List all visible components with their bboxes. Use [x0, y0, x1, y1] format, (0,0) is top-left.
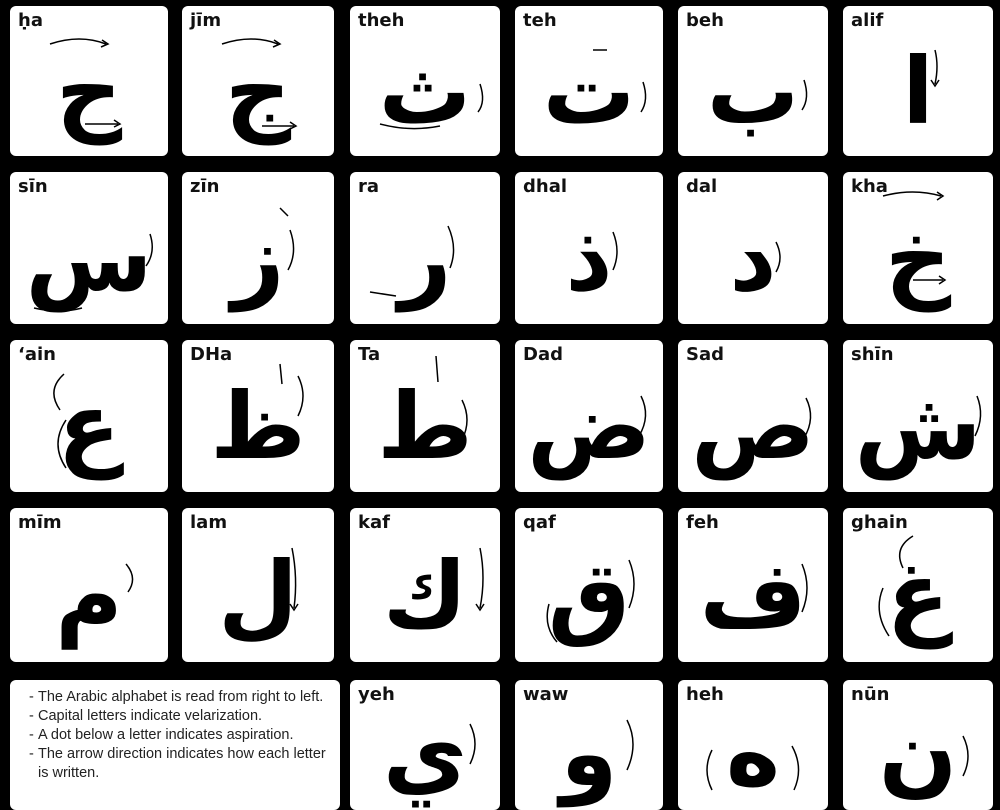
letter-name: feh — [686, 512, 719, 533]
letter-name: ‘ain — [18, 344, 56, 365]
letter-name: lam — [190, 512, 228, 533]
letter-glyph: ش — [854, 373, 982, 480]
letter-name: Ta — [358, 344, 381, 365]
letter-name: waw — [523, 684, 569, 705]
letter-card-sad — [678, 340, 828, 492]
letter-name: teh — [523, 10, 557, 31]
letter-name: Dad — [523, 344, 563, 365]
letter-name: DHa — [190, 344, 233, 365]
letter-card-ghain — [843, 508, 993, 662]
letter-glyph: ه — [725, 700, 781, 807]
letter-card-beh — [678, 6, 828, 156]
letter-name: qaf — [523, 512, 556, 533]
letter-glyph: د — [729, 205, 777, 312]
letter-glyph: و — [560, 700, 618, 807]
letter-glyph: س — [25, 205, 153, 312]
letter-glyph: ع — [57, 373, 121, 480]
letter-glyph: ظ — [210, 373, 306, 480]
letter-glyph: ك — [382, 542, 468, 649]
letter-name: kaf — [358, 512, 390, 533]
letter-card-yeh — [350, 680, 500, 810]
letter-glyph: ا — [902, 38, 934, 145]
letter-glyph: ب — [706, 38, 800, 145]
letter-name: zīn — [190, 176, 220, 197]
letter-glyph: ض — [527, 373, 651, 480]
letter-name: Sad — [686, 344, 724, 365]
letter-card-ta — [350, 340, 500, 492]
letter-name: theh — [358, 10, 405, 31]
letter-card-dad — [515, 340, 663, 492]
letter-name: ḥa — [18, 10, 43, 31]
letter-name: alif — [851, 10, 884, 31]
letter-card-zin — [182, 172, 334, 324]
note-item: - A dot below a letter indicates aspiration. — [38, 726, 330, 745]
letter-glyph: ن — [878, 700, 958, 807]
letter-glyph: ص — [691, 373, 815, 480]
letter-name: mīm — [18, 512, 62, 533]
letter-card-kaf — [350, 508, 500, 662]
notes-list — [10, 680, 340, 783]
letter-glyph: ث — [378, 38, 472, 145]
letter-card-nun — [843, 680, 993, 810]
letter-name: yeh — [358, 684, 395, 705]
letter-glyph: ط — [377, 373, 473, 480]
letter-card-ha — [10, 6, 168, 156]
letter-name: dhal — [523, 176, 568, 197]
note-item: - The arrow direction indicates how each letter is written. — [38, 745, 330, 783]
letter-name: ghain — [851, 512, 908, 533]
letter-name: jīm — [190, 10, 222, 31]
letter-card-shin — [843, 340, 993, 492]
letter-name: ra — [358, 176, 380, 197]
letter-card-mim — [10, 508, 168, 662]
letter-glyph: ق — [547, 542, 631, 649]
letter-glyph: ل — [218, 542, 298, 649]
letter-name: beh — [686, 10, 724, 31]
letter-card-theh — [350, 6, 500, 156]
note-item: - Capital letters indicate velarization. — [38, 707, 330, 726]
letter-name: sīn — [18, 176, 48, 197]
letter-name: heh — [686, 684, 724, 705]
letter-card-waw — [515, 680, 663, 810]
letter-card-sin — [10, 172, 168, 324]
letter-card-qaf — [515, 508, 663, 662]
letter-card-alif — [843, 6, 993, 156]
letter-glyph: ي — [382, 700, 468, 807]
letter-card-dha — [182, 340, 334, 492]
letter-card-dhal — [515, 172, 663, 324]
letter-glyph: م — [55, 542, 123, 649]
letter-glyph: ح — [55, 38, 123, 145]
letter-glyph: ر — [398, 205, 452, 312]
letter-glyph: غ — [886, 542, 950, 649]
letter-name: nūn — [851, 684, 890, 705]
letter-glyph: خ — [884, 205, 952, 312]
letter-card-dal — [678, 172, 828, 324]
note-item: - The Arabic alphabet is read from right to left. — [38, 688, 330, 707]
letter-card-ra — [350, 172, 500, 324]
letter-name: shīn — [851, 344, 894, 365]
letter-card-kha — [843, 172, 993, 324]
letter-card-feh — [678, 508, 828, 662]
letter-card-teh — [515, 6, 663, 156]
letter-glyph: ت — [542, 38, 636, 145]
letter-name: dal — [686, 176, 718, 197]
letter-card-ain — [10, 340, 168, 492]
letter-glyph: ذ — [565, 205, 613, 312]
letter-name: kha — [851, 176, 888, 197]
letter-card-jim — [182, 6, 334, 156]
letter-card-lam — [182, 508, 334, 662]
letter-glyph: ز — [231, 205, 285, 312]
letter-glyph: ج — [224, 38, 292, 145]
letter-glyph: ف — [699, 542, 807, 649]
letter-card-heh — [678, 680, 828, 810]
notes-panel — [10, 680, 340, 810]
